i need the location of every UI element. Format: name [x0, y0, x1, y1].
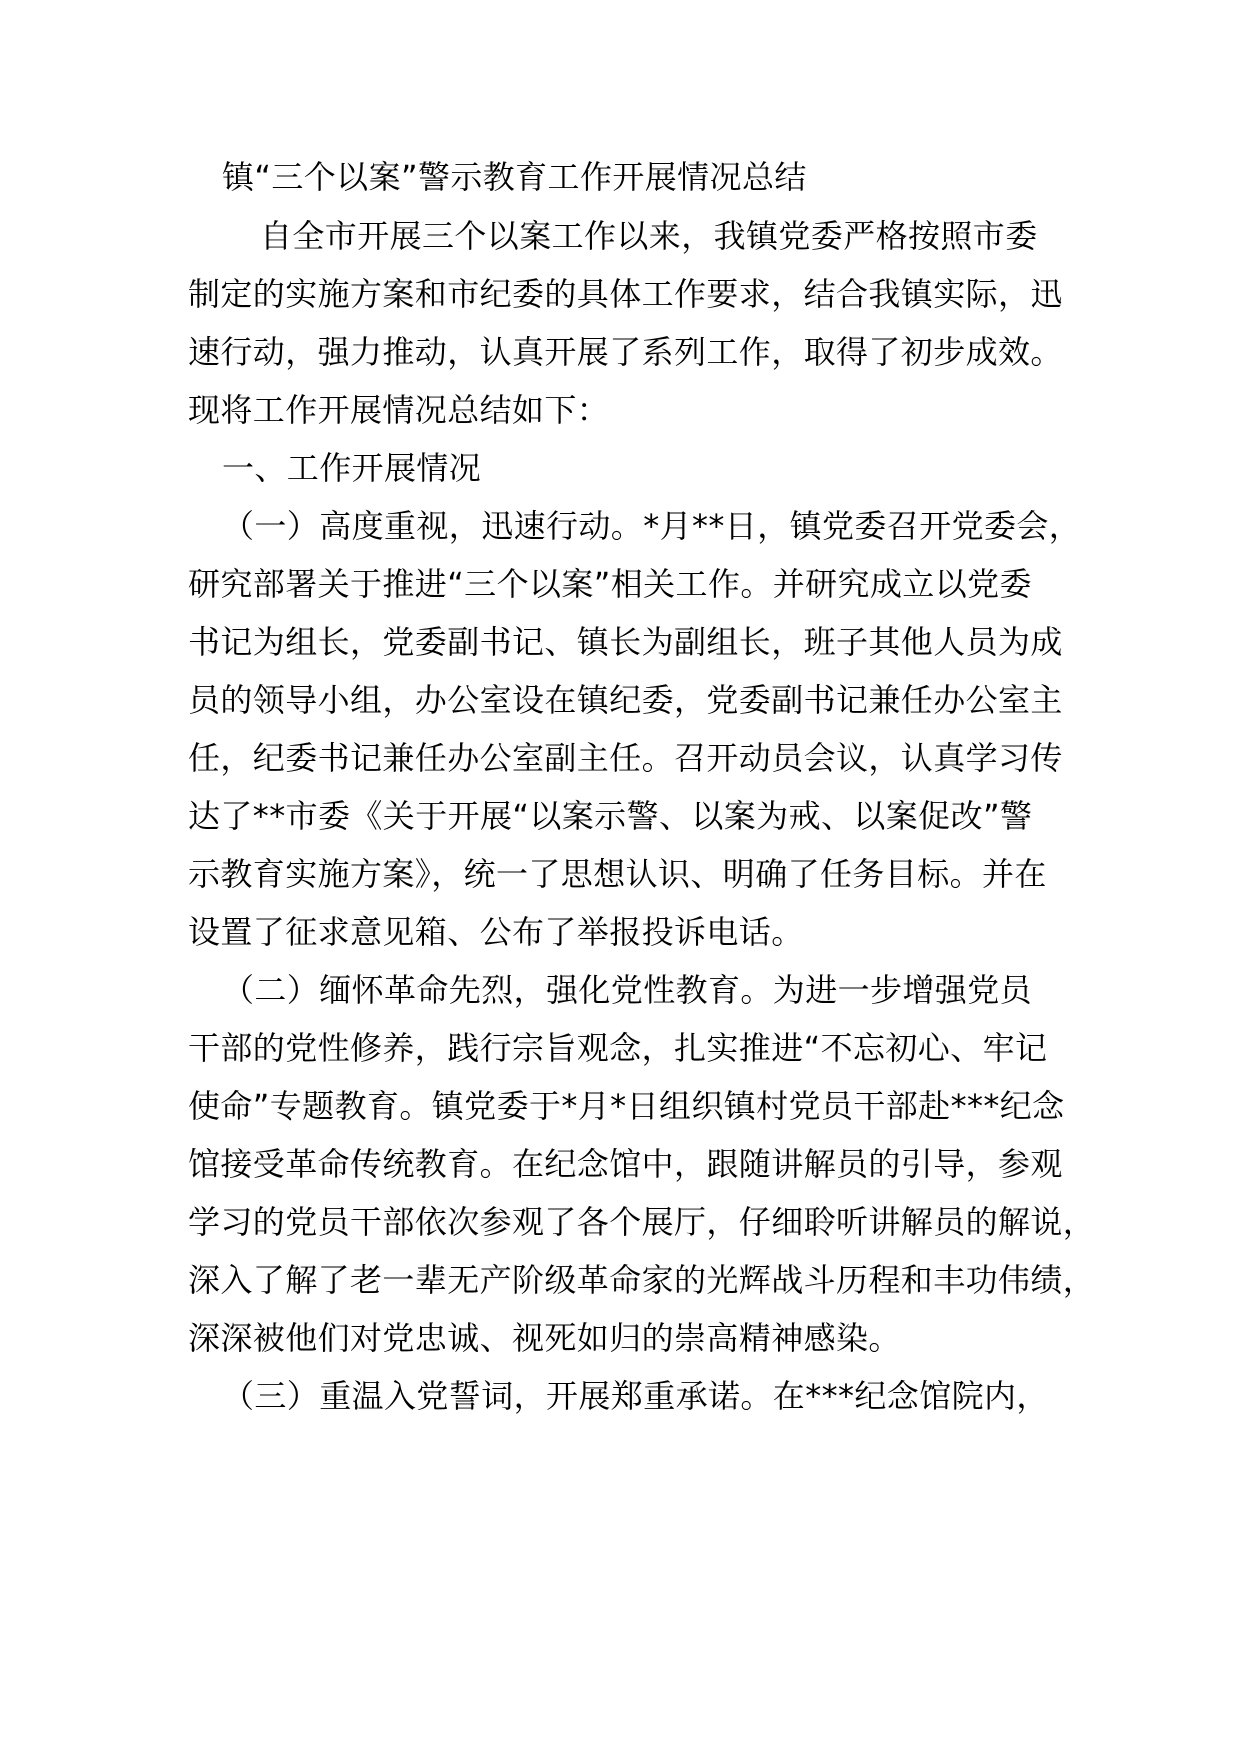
paragraph-line: （一）高度重视，迅速行动。*月**日，镇党委召开党委会， — [222, 507, 1082, 545]
paragraph-line: 书记为组长，党委副书记、镇长为副组长，班子其他人员为成 — [188, 623, 1063, 661]
paragraph-line: 现将工作开展情况总结如下： — [188, 391, 610, 429]
paragraph-line: 研究部署关于推进“三个以案”相关工作。并研究成立以党委 — [188, 565, 1032, 603]
paragraph-line: 示教育实施方案》，统一了思想认识、明确了任务目标。并在 — [188, 855, 1047, 893]
document-title: 镇“三个以案”警示教育工作开展情况总结 — [222, 158, 807, 196]
paragraph-line: 干部的党性修养，践行宗旨观念，扎实推进“不忘初心、牢记 — [188, 1029, 1048, 1067]
paragraph-line: 馆接受革命传统教育。在纪念馆中，跟随讲解员的引导，参观 — [188, 1145, 1063, 1183]
paragraph-line: 员的领导小组，办公室设在镇纪委，党委副书记兼任办公室主 — [188, 681, 1063, 719]
paragraph-line: 达了**市委《关于开展“以案示警、以案为戒、以案促改”警 — [188, 797, 1033, 835]
paragraph-line: （二）缅怀革命先烈，强化党性教育。为进一步增强党员 — [222, 971, 1033, 1009]
paragraph-line: 自全市开展三个以案工作以来，我镇党委严格按照市委 — [260, 217, 1038, 255]
paragraph-line: 深入了解了老一辈无产阶级革命家的光辉战斗历程和丰功伟绩， — [188, 1261, 1096, 1299]
paragraph-line: 任，纪委书记兼任办公室副主任。召开动员会议，认真学习传 — [188, 739, 1063, 777]
section-heading: 一、工作开展情况 — [222, 449, 482, 487]
paragraph-line: 速行动，强力推动，认真开展了系列工作，取得了初步成效。 — [188, 333, 1063, 371]
paragraph-line: 使命”专题教育。镇党委于*月*日组织镇村党员干部赴***纪念 — [188, 1087, 1065, 1125]
paragraph-line: 学习的党员干部依次参观了各个展厅，仔细聆听讲解员的解说， — [188, 1203, 1096, 1241]
paragraph-line: 深深被他们对党忠诚、视死如归的崇高精神感染。 — [188, 1319, 901, 1357]
paragraph-line: 制定的实施方案和市纪委的具体工作要求，结合我镇实际，迅 — [188, 275, 1063, 313]
paragraph-line: 设置了征求意见箱、公布了举报投诉电话。 — [188, 913, 804, 951]
paragraph-line: （三）重温入党誓词，开展郑重承诺。在***纪念馆院内， — [222, 1377, 1049, 1415]
